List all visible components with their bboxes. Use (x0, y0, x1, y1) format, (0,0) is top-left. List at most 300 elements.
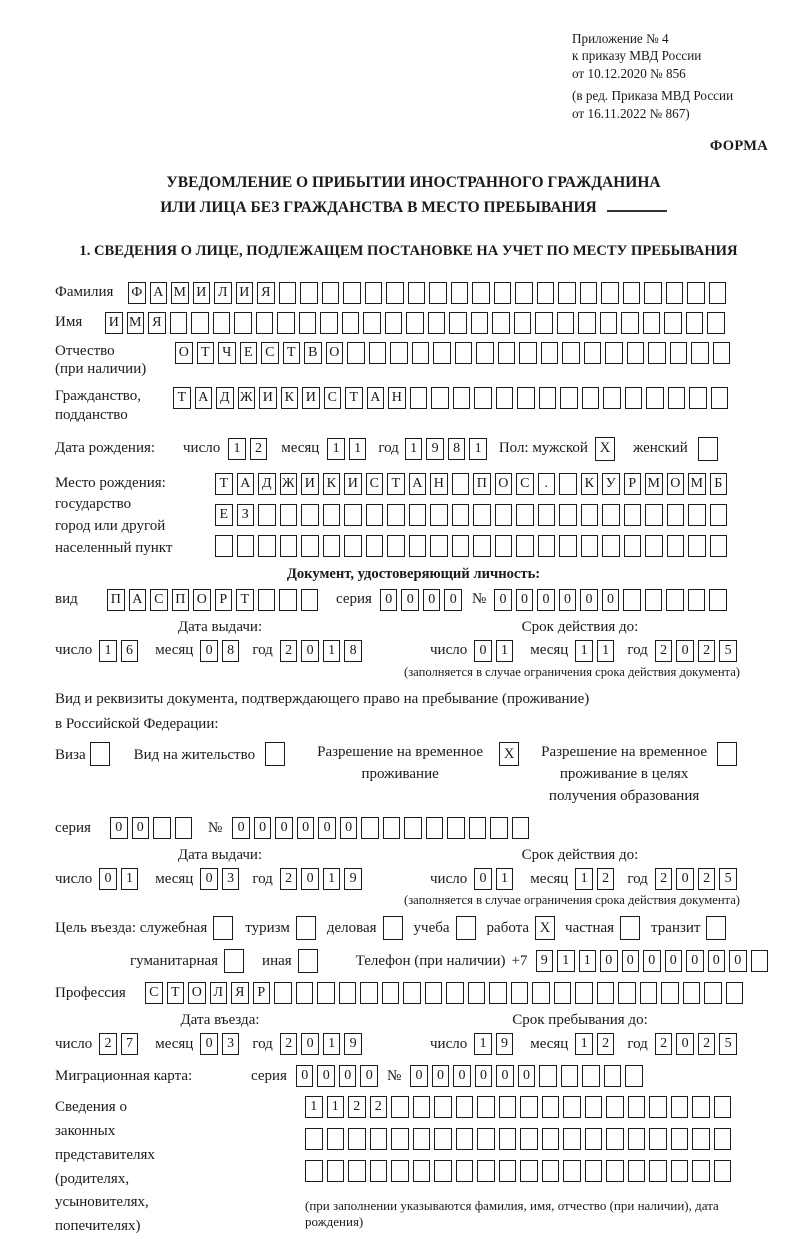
form-cell[interactable] (413, 1096, 431, 1118)
form-cell[interactable]: 2 (370, 1096, 388, 1118)
form-cell[interactable]: Л (214, 282, 232, 304)
form-cell[interactable]: Ж (238, 387, 256, 409)
form-cell[interactable] (707, 312, 725, 334)
form-cell[interactable] (628, 1128, 646, 1150)
tourism-checkbox[interactable] (296, 916, 316, 940)
form-cell[interactable]: 0 (423, 589, 441, 611)
form-cell[interactable]: К (281, 387, 299, 409)
form-cell[interactable]: 2 (655, 868, 673, 890)
form-cell[interactable]: И (105, 312, 123, 334)
female-checkbox[interactable] (698, 437, 718, 461)
form-cell[interactable] (499, 1096, 517, 1118)
form-cell[interactable] (301, 589, 319, 611)
form-cell[interactable]: 9 (344, 1033, 362, 1055)
form-cell[interactable]: 0 (729, 950, 747, 972)
form-cell[interactable] (600, 312, 618, 334)
form-cell[interactable] (623, 282, 641, 304)
form-cell[interactable] (258, 504, 276, 526)
form-cell[interactable] (597, 982, 615, 1004)
form-cell[interactable]: 2 (99, 1033, 117, 1055)
form-cell[interactable] (563, 1128, 581, 1150)
form-cell[interactable]: 1 (349, 438, 367, 460)
form-cell[interactable] (474, 387, 492, 409)
form-cell[interactable] (578, 312, 596, 334)
form-cell[interactable]: 0 (301, 1033, 319, 1055)
form-cell[interactable] (691, 342, 709, 364)
form-cell[interactable] (175, 817, 193, 839)
form-cell[interactable]: 7 (121, 1033, 139, 1055)
form-cell[interactable] (406, 312, 424, 334)
form-cell[interactable] (692, 1096, 710, 1118)
form-cell[interactable] (370, 1128, 388, 1150)
other-checkbox[interactable] (298, 949, 318, 973)
form-cell[interactable] (645, 535, 663, 557)
form-cell[interactable] (348, 1128, 366, 1150)
form-cell[interactable]: 0 (340, 817, 358, 839)
form-cell[interactable]: М (645, 473, 663, 495)
form-cell[interactable]: 0 (686, 950, 704, 972)
form-cell[interactable] (489, 982, 507, 1004)
form-cell[interactable] (468, 982, 486, 1004)
form-cell[interactable]: Т (283, 342, 301, 364)
form-cell[interactable] (714, 1128, 732, 1150)
form-cell[interactable] (542, 1096, 560, 1118)
form-cell[interactable] (687, 282, 705, 304)
form-cell[interactable] (170, 312, 188, 334)
form-cell[interactable] (409, 504, 427, 526)
form-cell[interactable]: 1 (474, 1033, 492, 1055)
form-cell[interactable] (409, 535, 427, 557)
form-cell[interactable]: 5 (719, 640, 737, 662)
form-cell[interactable] (559, 504, 577, 526)
form-cell[interactable] (602, 535, 620, 557)
residence-permit-checkbox[interactable] (265, 742, 285, 766)
form-cell[interactable] (516, 535, 534, 557)
form-cell[interactable]: П (107, 589, 125, 611)
form-cell[interactable] (452, 535, 470, 557)
form-cell[interactable] (516, 504, 534, 526)
form-cell[interactable] (559, 535, 577, 557)
form-cell[interactable] (320, 312, 338, 334)
form-cell[interactable]: 1 (496, 868, 514, 890)
form-cell[interactable]: 1 (405, 438, 423, 460)
form-cell[interactable]: 6 (121, 640, 139, 662)
form-cell[interactable] (327, 1160, 345, 1182)
form-cell[interactable] (477, 1160, 495, 1182)
form-cell[interactable] (539, 1065, 557, 1087)
form-cell[interactable]: Я (231, 982, 249, 1004)
form-cell[interactable] (541, 342, 559, 364)
form-cell[interactable] (280, 504, 298, 526)
form-cell[interactable] (625, 1065, 643, 1087)
form-cell[interactable] (714, 1096, 732, 1118)
form-cell[interactable] (585, 1128, 603, 1150)
form-cell[interactable]: А (367, 387, 385, 409)
form-cell[interactable]: Т (387, 473, 405, 495)
form-cell[interactable] (666, 589, 684, 611)
humanitarian-checkbox[interactable] (224, 949, 244, 973)
form-cell[interactable] (499, 1128, 517, 1150)
form-cell[interactable]: 9 (536, 950, 554, 972)
form-cell[interactable] (535, 312, 553, 334)
form-cell[interactable]: 1 (121, 868, 139, 890)
form-cell[interactable] (498, 342, 516, 364)
form-cell[interactable] (451, 282, 469, 304)
form-cell[interactable]: 1 (557, 950, 575, 972)
form-cell[interactable] (279, 589, 297, 611)
form-cell[interactable]: 0 (132, 817, 150, 839)
form-cell[interactable]: Р (215, 589, 233, 611)
form-cell[interactable] (709, 282, 727, 304)
form-cell[interactable] (477, 1096, 495, 1118)
form-cell[interactable] (605, 342, 623, 364)
form-cell[interactable] (476, 342, 494, 364)
form-cell[interactable]: 0 (410, 1065, 428, 1087)
form-cell[interactable] (584, 342, 602, 364)
form-cell[interactable]: 5 (719, 868, 737, 890)
form-cell[interactable]: 0 (275, 817, 293, 839)
form-cell[interactable]: 0 (474, 868, 492, 890)
form-cell[interactable] (390, 342, 408, 364)
form-cell[interactable]: 0 (676, 640, 694, 662)
form-cell[interactable] (627, 342, 645, 364)
form-cell[interactable]: 1 (575, 640, 593, 662)
form-cell[interactable] (688, 535, 706, 557)
form-cell[interactable]: 1 (323, 640, 341, 662)
form-cell[interactable] (560, 387, 578, 409)
form-cell[interactable]: Я (148, 312, 166, 334)
form-cell[interactable] (299, 312, 317, 334)
form-cell[interactable] (344, 504, 362, 526)
form-cell[interactable] (365, 282, 383, 304)
form-cell[interactable] (446, 982, 464, 1004)
form-cell[interactable] (153, 817, 171, 839)
form-cell[interactable]: 3 (222, 868, 240, 890)
form-cell[interactable] (561, 1065, 579, 1087)
transit-checkbox[interactable] (706, 916, 726, 940)
form-cell[interactable]: М (688, 473, 706, 495)
form-cell[interactable]: 0 (475, 1065, 493, 1087)
form-cell[interactable] (602, 504, 620, 526)
form-cell[interactable] (559, 473, 577, 495)
form-cell[interactable]: 0 (301, 868, 319, 890)
form-cell[interactable] (430, 504, 448, 526)
form-cell[interactable] (580, 282, 598, 304)
form-cell[interactable] (323, 504, 341, 526)
form-cell[interactable]: 9 (496, 1033, 514, 1055)
form-cell[interactable] (234, 312, 252, 334)
form-cell[interactable] (301, 504, 319, 526)
form-cell[interactable] (425, 982, 443, 1004)
form-cell[interactable] (387, 535, 405, 557)
form-cell[interactable] (213, 312, 231, 334)
form-cell[interactable] (430, 535, 448, 557)
form-cell[interactable] (538, 504, 556, 526)
form-cell[interactable] (624, 535, 642, 557)
form-cell[interactable] (648, 342, 666, 364)
form-cell[interactable] (692, 1160, 710, 1182)
form-cell[interactable] (477, 1128, 495, 1150)
form-cell[interactable]: 0 (602, 589, 620, 611)
form-cell[interactable] (215, 535, 233, 557)
form-cell[interactable] (713, 342, 731, 364)
form-cell[interactable]: Р (253, 982, 271, 1004)
form-cell[interactable] (305, 1128, 323, 1150)
form-cell[interactable]: 0 (444, 589, 462, 611)
form-cell[interactable] (709, 589, 727, 611)
form-cell[interactable]: 0 (200, 868, 218, 890)
form-cell[interactable] (562, 342, 580, 364)
form-cell[interactable] (426, 817, 444, 839)
form-cell[interactable]: 2 (655, 640, 673, 662)
form-cell[interactable] (606, 1128, 624, 1150)
form-cell[interactable] (385, 312, 403, 334)
form-cell[interactable]: 2 (698, 640, 716, 662)
form-cell[interactable] (751, 950, 769, 972)
form-cell[interactable] (606, 1160, 624, 1182)
work-checkbox[interactable]: X (535, 916, 555, 940)
form-cell[interactable]: Ч (218, 342, 236, 364)
form-cell[interactable] (643, 312, 661, 334)
form-cell[interactable]: 9 (426, 438, 444, 460)
form-cell[interactable] (348, 1160, 366, 1182)
form-cell[interactable] (519, 342, 537, 364)
form-cell[interactable]: Т (236, 589, 254, 611)
form-cell[interactable]: 8 (448, 438, 466, 460)
form-cell[interactable]: Т (173, 387, 191, 409)
form-cell[interactable]: 8 (344, 640, 362, 662)
form-cell[interactable]: 2 (348, 1096, 366, 1118)
form-cell[interactable] (625, 387, 643, 409)
form-cell[interactable] (520, 1128, 538, 1150)
form-cell[interactable]: 2 (280, 640, 298, 662)
form-cell[interactable]: 0 (537, 589, 555, 611)
form-cell[interactable] (447, 817, 465, 839)
form-cell[interactable]: Н (388, 387, 406, 409)
form-cell[interactable] (726, 982, 744, 1004)
form-cell[interactable] (408, 282, 426, 304)
form-cell[interactable]: 1 (327, 438, 345, 460)
form-cell[interactable] (274, 982, 292, 1004)
form-cell[interactable]: 0 (516, 589, 534, 611)
form-cell[interactable] (323, 535, 341, 557)
form-cell[interactable]: 2 (250, 438, 268, 460)
form-cell[interactable]: 0 (453, 1065, 471, 1087)
form-cell[interactable]: 0 (200, 1033, 218, 1055)
form-cell[interactable] (256, 312, 274, 334)
form-cell[interactable]: 1 (575, 1033, 593, 1055)
form-cell[interactable] (296, 982, 314, 1004)
form-cell[interactable] (667, 535, 685, 557)
form-cell[interactable]: Ж (280, 473, 298, 495)
form-cell[interactable] (237, 535, 255, 557)
form-cell[interactable] (279, 282, 297, 304)
form-cell[interactable] (704, 982, 722, 1004)
form-cell[interactable]: 0 (496, 1065, 514, 1087)
form-cell[interactable]: К (323, 473, 341, 495)
form-cell[interactable] (361, 817, 379, 839)
form-cell[interactable] (496, 387, 514, 409)
form-cell[interactable] (554, 982, 572, 1004)
form-cell[interactable] (575, 982, 593, 1004)
form-cell[interactable]: 1 (575, 868, 593, 890)
form-cell[interactable]: Т (345, 387, 363, 409)
form-cell[interactable] (413, 1128, 431, 1150)
form-cell[interactable] (469, 817, 487, 839)
form-cell[interactable]: 5 (719, 1033, 737, 1055)
form-cell[interactable] (671, 1096, 689, 1118)
official-checkbox[interactable] (213, 916, 233, 940)
form-cell[interactable] (386, 282, 404, 304)
form-cell[interactable] (511, 982, 529, 1004)
form-cell[interactable] (280, 535, 298, 557)
form-cell[interactable]: 2 (597, 1033, 615, 1055)
form-cell[interactable] (344, 535, 362, 557)
form-cell[interactable]: 0 (518, 1065, 536, 1087)
form-cell[interactable] (317, 982, 335, 1004)
form-cell[interactable] (403, 982, 421, 1004)
form-cell[interactable]: О (495, 473, 513, 495)
form-cell[interactable]: 2 (280, 1033, 298, 1055)
form-cell[interactable] (301, 535, 319, 557)
form-cell[interactable]: 0 (99, 868, 117, 890)
form-cell[interactable]: 8 (222, 640, 240, 662)
form-cell[interactable]: 1 (579, 950, 597, 972)
form-cell[interactable]: А (195, 387, 213, 409)
form-cell[interactable]: 1 (99, 640, 117, 662)
form-cell[interactable] (387, 504, 405, 526)
visa-checkbox[interactable] (90, 742, 110, 766)
form-cell[interactable] (455, 342, 473, 364)
form-cell[interactable] (645, 504, 663, 526)
form-cell[interactable] (492, 312, 510, 334)
form-cell[interactable]: 0 (432, 1065, 450, 1087)
form-cell[interactable]: Е (240, 342, 258, 364)
form-cell[interactable]: 1 (228, 438, 246, 460)
form-cell[interactable] (494, 282, 512, 304)
form-cell[interactable] (391, 1096, 409, 1118)
form-cell[interactable]: 0 (297, 817, 315, 839)
form-cell[interactable]: И (344, 473, 362, 495)
form-cell[interactable] (428, 312, 446, 334)
form-cell[interactable] (671, 1128, 689, 1150)
form-cell[interactable] (391, 1128, 409, 1150)
form-cell[interactable] (343, 282, 361, 304)
form-cell[interactable]: И (302, 387, 320, 409)
form-cell[interactable] (347, 342, 365, 364)
form-cell[interactable] (623, 589, 641, 611)
form-cell[interactable] (618, 982, 636, 1004)
form-cell[interactable]: М (171, 282, 189, 304)
form-cell[interactable]: О (326, 342, 344, 364)
form-cell[interactable]: П (172, 589, 190, 611)
form-cell[interactable] (670, 342, 688, 364)
form-cell[interactable]: 2 (280, 868, 298, 890)
form-cell[interactable] (628, 1096, 646, 1118)
form-cell[interactable]: 0 (301, 640, 319, 662)
form-cell[interactable]: Я (257, 282, 275, 304)
form-cell[interactable] (710, 535, 728, 557)
form-cell[interactable] (456, 1096, 474, 1118)
form-cell[interactable]: И (193, 282, 211, 304)
form-cell[interactable]: И (236, 282, 254, 304)
form-cell[interactable] (366, 504, 384, 526)
form-cell[interactable]: М (127, 312, 145, 334)
form-cell[interactable] (410, 387, 428, 409)
form-cell[interactable] (582, 1065, 600, 1087)
form-cell[interactable] (601, 282, 619, 304)
form-cell[interactable]: 1 (327, 1096, 345, 1118)
form-cell[interactable] (412, 342, 430, 364)
form-cell[interactable]: 0 (474, 640, 492, 662)
form-cell[interactable]: 0 (676, 1033, 694, 1055)
form-cell[interactable]: 0 (254, 817, 272, 839)
form-cell[interactable]: 2 (698, 1033, 716, 1055)
form-cell[interactable]: О (188, 982, 206, 1004)
form-cell[interactable]: З (237, 504, 255, 526)
form-cell[interactable]: С (324, 387, 342, 409)
form-cell[interactable]: Л (210, 982, 228, 1004)
form-cell[interactable] (471, 312, 489, 334)
form-cell[interactable]: 0 (600, 950, 618, 972)
form-cell[interactable]: Т (215, 473, 233, 495)
form-cell[interactable]: О (175, 342, 193, 364)
form-cell[interactable] (666, 282, 684, 304)
form-cell[interactable]: 0 (110, 817, 128, 839)
form-cell[interactable]: С (145, 982, 163, 1004)
form-cell[interactable] (434, 1096, 452, 1118)
form-cell[interactable]: 0 (559, 589, 577, 611)
form-cell[interactable] (404, 817, 422, 839)
form-cell[interactable] (667, 504, 685, 526)
form-cell[interactable]: О (193, 589, 211, 611)
form-cell[interactable]: 0 (401, 589, 419, 611)
form-cell[interactable] (539, 387, 557, 409)
form-cell[interactable]: У (602, 473, 620, 495)
form-cell[interactable] (429, 282, 447, 304)
form-cell[interactable] (413, 1160, 431, 1182)
form-cell[interactable] (472, 282, 490, 304)
form-cell[interactable]: 1 (597, 640, 615, 662)
form-cell[interactable] (621, 312, 639, 334)
form-cell[interactable] (383, 817, 401, 839)
form-cell[interactable] (449, 312, 467, 334)
form-cell[interactable] (711, 387, 729, 409)
form-cell[interactable] (360, 982, 378, 1004)
form-cell[interactable] (582, 387, 600, 409)
form-cell[interactable] (649, 1096, 667, 1118)
form-cell[interactable]: Д (216, 387, 234, 409)
form-cell[interactable] (645, 589, 663, 611)
form-cell[interactable] (434, 1128, 452, 1150)
form-cell[interactable]: С (366, 473, 384, 495)
form-cell[interactable]: С (516, 473, 534, 495)
form-cell[interactable] (649, 1160, 667, 1182)
form-cell[interactable]: 0 (708, 950, 726, 972)
form-cell[interactable] (542, 1128, 560, 1150)
form-cell[interactable] (339, 982, 357, 1004)
form-cell[interactable] (538, 535, 556, 557)
form-cell[interactable] (495, 535, 513, 557)
form-cell[interactable]: А (409, 473, 427, 495)
form-cell[interactable] (604, 1065, 622, 1087)
form-cell[interactable] (370, 1160, 388, 1182)
form-cell[interactable] (514, 312, 532, 334)
form-cell[interactable] (452, 504, 470, 526)
form-cell[interactable] (628, 1160, 646, 1182)
form-cell[interactable] (661, 982, 679, 1004)
form-cell[interactable] (557, 312, 575, 334)
